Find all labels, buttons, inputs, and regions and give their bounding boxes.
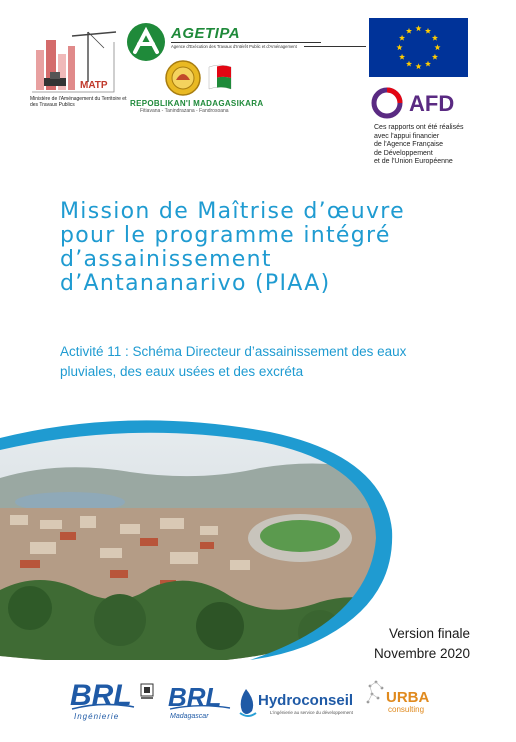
brl-madagascar-name: BRL [168, 682, 222, 712]
city-photo [0, 420, 400, 660]
header-rule [304, 46, 366, 47]
brl-ingenierie-logo [68, 671, 138, 723]
madagascar-flag-icon [207, 63, 233, 93]
repoblika-motto: Fitiavana - Tanindrazana - Fandrosoana [140, 108, 229, 114]
repoblika-name: REPOBLIKAN'I MADAGASIKARA [130, 99, 264, 108]
urba-sub: consulting [388, 705, 425, 714]
certification-badge-icon [140, 683, 154, 701]
hydroconseil-name: Hydroconseil [258, 692, 354, 709]
agetipa-name: AGETIPA [171, 25, 241, 42]
mattp-caption: Ministère de l'Aménagement du Territoire et des Travaux Publics [30, 96, 127, 108]
afd-caption [374, 124, 484, 167]
afd-caption-line: de Développement [374, 149, 433, 157]
version-label: Version finale [388, 626, 470, 641]
version-date: Novembre 2020 [373, 646, 470, 661]
subtitle-line: Activité 11 : Schéma Directeur d’assainissement des eaux [60, 344, 407, 359]
afd-caption-line: et de l'Union Européenne [374, 158, 453, 165]
urba-consulting-logo [362, 676, 452, 720]
afd-caption-line: avec l'appui financier [374, 132, 440, 140]
agetipa-subtitle: Agence d'Exécution des Travaux d'Intérêt Public et d'Aménagement [171, 42, 321, 49]
brl-ingenierie-name: BRL [70, 679, 132, 712]
madagascar-seal-icon [160, 58, 206, 98]
afd-caption-line: Ces rapports ont été réalisés [374, 124, 464, 131]
eu-flag-icon [369, 18, 468, 77]
agetipa-mark-icon [126, 22, 166, 62]
title-line: d’assainissement [60, 247, 272, 272]
hydroconseil-logo [236, 685, 370, 721]
title-line: pour le programme intégré [60, 223, 391, 248]
subtitle-line: pluviales, des eaux usées et des excréta [60, 364, 304, 379]
document-title [60, 200, 500, 296]
document-subtitle [60, 342, 500, 382]
brl-madagascar-logo [166, 678, 236, 720]
urba-name: URBA [386, 689, 430, 706]
mattp-logo-text: MATP [80, 80, 108, 91]
title-line: d’Antananarivo (PIAA) [60, 271, 331, 296]
afd-name: AFD [409, 91, 455, 116]
afd-logo [369, 84, 469, 122]
brl-madagascar-sub: Madagascar [170, 713, 209, 720]
brl-ingenierie-sub: Ingénierie [74, 712, 120, 721]
hydroconseil-tagline: L'ingénierie au service du développement [270, 710, 353, 715]
title-line: Mission de Maîtrise d’œuvre [60, 199, 405, 224]
afd-caption-line: de l'Agence Française [374, 141, 444, 148]
version-block [374, 624, 470, 664]
